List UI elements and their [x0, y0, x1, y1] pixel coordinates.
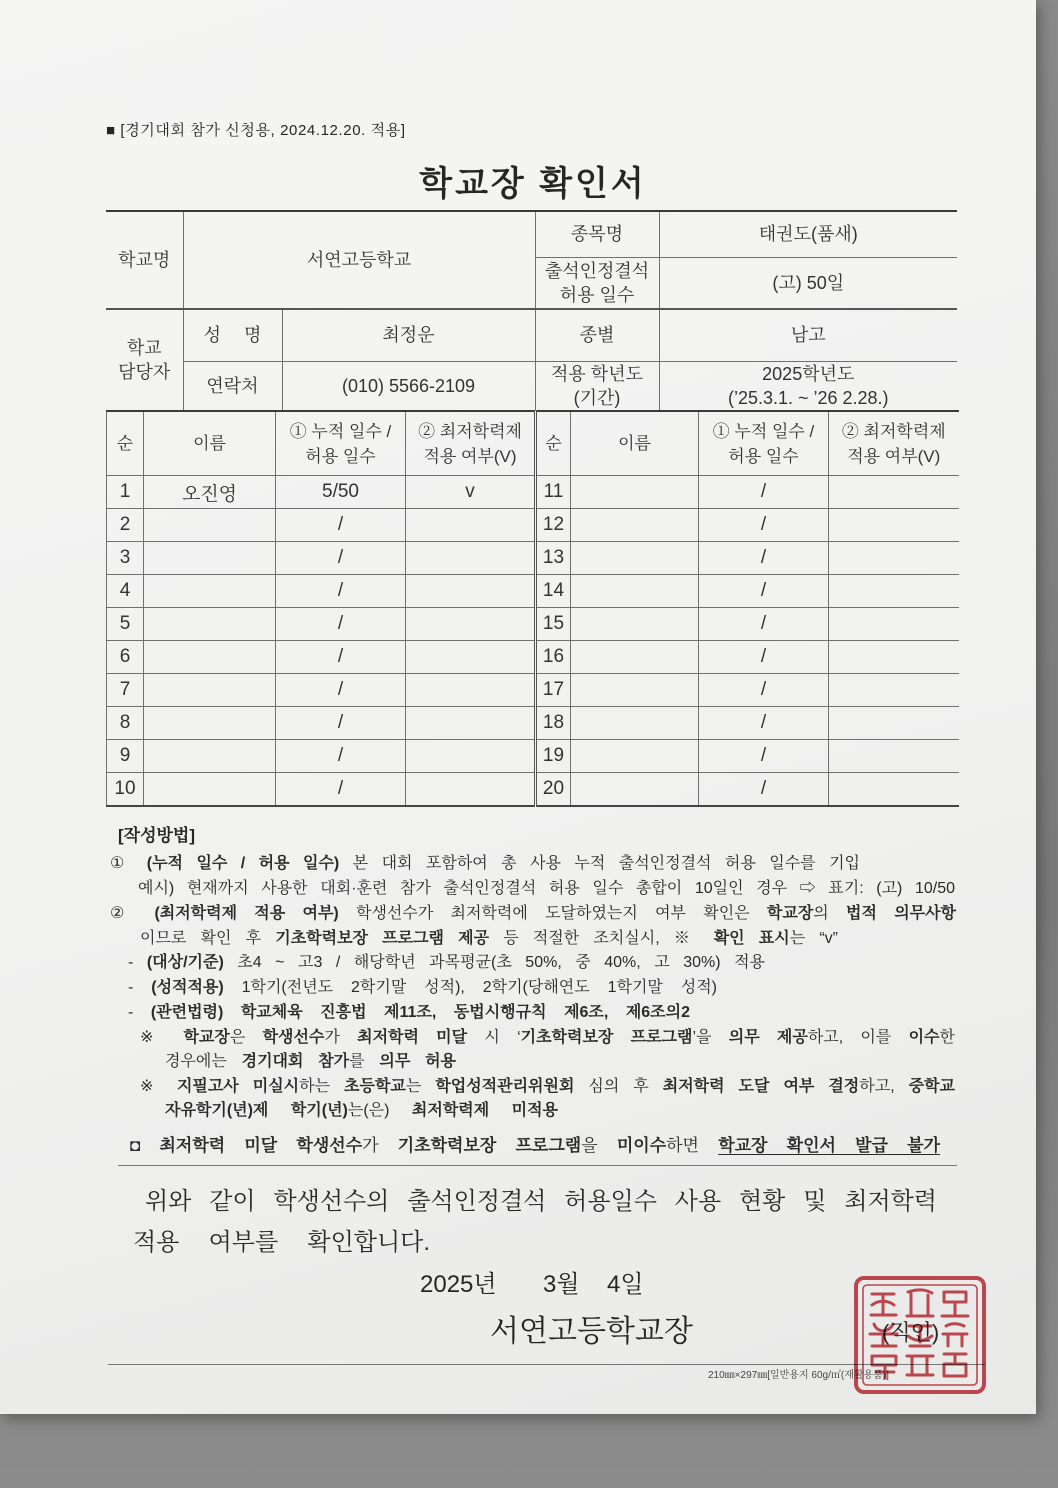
minimum-standard-check-cell: [406, 608, 536, 641]
school-manager-label: [106, 309, 183, 410]
student-name-cell: [571, 641, 699, 674]
row-number-cell: 16: [536, 641, 571, 674]
emphasized-text-segment: 중학교: [908, 1078, 955, 1095]
minimum-standard-check-cell: [406, 773, 536, 807]
row-number-cell: 17: [536, 674, 571, 707]
row-number-cell: 8: [107, 707, 144, 740]
minimum-standard-check-cell: [829, 509, 959, 542]
student-name-cell: 오진영: [144, 476, 276, 509]
row-number-cell: 4: [107, 575, 144, 608]
student-name-cell: [571, 542, 699, 575]
text-segment: 을: [581, 1136, 617, 1155]
date-year: 2025년: [420, 1271, 497, 1298]
text-segment: 는 “v”: [789, 930, 838, 947]
value-line: 2025학년도: [762, 363, 855, 384]
cumulative-days-cell: /: [276, 509, 406, 542]
text-segment: 가: [324, 1029, 358, 1046]
emphasized-text-segment: 이수: [908, 1029, 940, 1046]
emphasized-text-segment: 학생선수: [262, 1029, 325, 1046]
text-segment: 하고,: [859, 1078, 909, 1095]
instruction-line: [140, 928, 838, 950]
paper-spec-note: 210㎜×297㎜[일반용지 60g/㎡(재활용품)]: [708, 1370, 889, 1381]
row-number-cell: 1: [107, 476, 144, 509]
row-number-cell: 19: [536, 740, 571, 773]
row-number-cell: 6: [107, 641, 144, 674]
row-number-cell: 15: [536, 608, 571, 641]
allowed-absence-label: [535, 257, 659, 309]
text-segment: 한: [939, 1029, 955, 1046]
header-line: ① 누적 일수 /: [712, 421, 815, 441]
emphasized-text-segment: 지필고사 미실시: [176, 1078, 300, 1095]
manager-name-label: 성 명: [183, 309, 282, 361]
row-number-cell: 18: [536, 707, 571, 740]
cumulative-days-cell: /: [276, 674, 406, 707]
emphasized-text-segment: 최저학력제 미적용: [411, 1102, 559, 1119]
text-segment: 은: [229, 1029, 263, 1046]
minimum-standard-check-cell: [406, 641, 536, 674]
emphasized-text-segment: 경기대회 참가: [241, 1053, 350, 1070]
cumulative-days-cell: /: [699, 509, 829, 542]
minimum-standard-check-cell: [829, 707, 959, 740]
emphasized-text-segment: 최저학력 도달 여부 결정: [662, 1078, 860, 1095]
minimum-standard-check-cell: [406, 707, 536, 740]
student-name-cell: [144, 674, 276, 707]
minimum-standard-check-cell: [829, 773, 959, 807]
school-year-value: [659, 361, 957, 410]
emphasized-text-segment: (최저학력제 적용 여부): [154, 905, 339, 922]
emphasized-text-segment: 의무 허용: [379, 1053, 456, 1070]
row-number-cell: 14: [536, 575, 571, 608]
text-segment: 하고, 이를: [807, 1029, 909, 1046]
row-number-cell: 13: [536, 542, 571, 575]
column-header-name: 이름: [144, 411, 276, 476]
emphasized-text-segment: 초등학교: [344, 1078, 406, 1095]
minimum-standard-check-cell: [829, 476, 959, 509]
student-name-cell: [571, 773, 699, 807]
text-segment: ◘: [130, 1136, 160, 1155]
contact-label: 연락처: [183, 361, 282, 410]
instruction-line: [128, 1002, 690, 1024]
emphasized-text-segment: 기초학력보장 프로그램: [520, 1029, 693, 1046]
text-segment: -: [128, 979, 152, 996]
cumulative-days-cell: 5/50: [276, 476, 406, 509]
emphasized-text-segment: 학교장: [183, 1029, 230, 1046]
emphasized-text-segment: 의무 제공: [728, 1029, 808, 1046]
header-line: ② 최저학력제: [418, 421, 522, 441]
row-number-cell: 12: [536, 509, 571, 542]
emphasized-text-segment: 학교장 확인서 발급 불가: [718, 1136, 941, 1155]
principal-signature-name: 서연고등학교장: [490, 1315, 693, 1348]
emphasized-text-segment: 학업성적관리위원회: [435, 1078, 575, 1095]
row-number-cell: 11: [536, 476, 571, 509]
label-line: 허용 일수: [559, 284, 635, 305]
cumulative-days-cell: /: [699, 476, 829, 509]
instruction-line: [128, 977, 717, 999]
date-day: 4일: [607, 1271, 644, 1298]
allowed-absence-value: (고) 50일: [659, 257, 957, 309]
declaration-line: 위와 같이 학생선수의 출석인정결석 허용일수 사용 현황 및 최저학력: [145, 1188, 937, 1215]
header-line: 적용 여부(V): [423, 446, 517, 466]
header-line: 허용 일수: [728, 446, 799, 466]
cumulative-days-cell: /: [699, 707, 829, 740]
roster-row: [107, 608, 959, 641]
text-segment: 하면: [666, 1136, 719, 1155]
official-seal-stamp: [852, 1274, 988, 1396]
issuance-notice: [130, 1134, 940, 1158]
minimum-standard-check-cell: [406, 575, 536, 608]
instruction-line: [165, 1051, 456, 1073]
instruction-line: [110, 903, 956, 925]
minimum-standard-check-cell: [406, 674, 536, 707]
student-name-cell: [144, 740, 276, 773]
cumulative-days-cell: /: [699, 608, 829, 641]
manager-name-value: 최정운: [282, 309, 535, 361]
header-line: 적용 여부(V): [847, 446, 941, 466]
student-name-cell: [571, 707, 699, 740]
column-header-number: 순: [536, 411, 571, 476]
roster-row: [107, 575, 959, 608]
label-line: 출석인정결석: [544, 260, 650, 281]
cumulative-days-cell: /: [699, 773, 829, 807]
date-month: 3월: [543, 1271, 580, 1298]
sport-label: 종목명: [535, 211, 659, 257]
emphasized-text-segment: 확인 표시: [713, 930, 790, 947]
declaration-line: 적용 여부를 확인합니다.: [133, 1229, 430, 1256]
value-line: (’25.3.1. ~ ’26 2.28.): [727, 387, 889, 408]
text-segment: 이므로 확인 후: [140, 930, 276, 947]
emphasized-text-segment: (누적 일수 / 허용 일수): [146, 855, 340, 872]
emphasized-text-segment: 학교장: [766, 905, 814, 922]
text-segment: 가: [362, 1136, 398, 1155]
roster-row: [107, 476, 959, 509]
student-name-cell: [144, 773, 276, 807]
minimum-standard-check-cell: [829, 608, 959, 641]
roster-row: [107, 773, 959, 807]
student-name-cell: [144, 641, 276, 674]
cumulative-days-cell: /: [699, 740, 829, 773]
label-line: (기간): [573, 387, 621, 408]
school-info-table: [106, 210, 957, 411]
minimum-standard-check-cell: [829, 542, 959, 575]
row-number-cell: 5: [107, 608, 144, 641]
emphasized-text-segment: (대상/기준): [146, 954, 224, 971]
minimum-standard-check-cell: [829, 641, 959, 674]
minimum-standard-check-cell: [829, 740, 959, 773]
cumulative-days-cell: /: [276, 641, 406, 674]
roster-row: [107, 707, 959, 740]
cumulative-days-cell: /: [699, 674, 829, 707]
instruction-line: [128, 952, 765, 974]
text-segment: 등 적절한 조치실시, ※: [489, 930, 714, 947]
section-divider: [118, 1165, 957, 1166]
instructions-heading: [작성방법]: [118, 826, 196, 845]
cumulative-days-cell: /: [276, 575, 406, 608]
cumulative-days-cell: /: [699, 542, 829, 575]
student-name-cell: [144, 707, 276, 740]
label-line: 담당자: [118, 361, 171, 382]
minimum-standard-check-cell: [406, 740, 536, 773]
roster-row: [107, 542, 959, 575]
emphasized-text-segment: 기초학력보장 프로그램: [397, 1136, 582, 1155]
school-name-value: 서연고등학교: [183, 211, 535, 309]
label-line: 적용 학년도: [551, 363, 643, 384]
cumulative-days-cell: /: [699, 575, 829, 608]
instruction-line: [165, 1100, 558, 1122]
text-segment: 시 ‘: [467, 1029, 521, 1046]
emphasized-text-segment: 기초학력보장 프로그램 제공: [275, 930, 490, 947]
text-segment: 초4 ~ 고3 / 해당학년 과목평균(초 50%, 중 40%, 고 30%) 적용: [223, 954, 765, 971]
roster-row: [107, 509, 959, 542]
roster-header-row: [107, 411, 959, 476]
text-segment: 본 대회 포함하여 총 사용 누적 출석인정결석 허용 일수를 기입: [339, 855, 860, 872]
contact-value: (010) 5566-2109: [282, 361, 535, 410]
header-line: 허용 일수: [305, 446, 376, 466]
student-name-cell: [144, 575, 276, 608]
text-segment: 는: [405, 1078, 436, 1095]
instruction-line: [110, 853, 860, 875]
row-number-cell: 10: [107, 773, 144, 807]
document-title: 학교장 확인서: [419, 165, 647, 203]
student-name-cell: [571, 509, 699, 542]
column-header-cumulative-days: [699, 411, 829, 476]
school-year-label: [535, 361, 659, 410]
student-name-cell: [571, 740, 699, 773]
student-name-cell: [571, 674, 699, 707]
text-segment: 는(은): [347, 1102, 412, 1119]
emphasized-text-segment: 미이수: [616, 1136, 667, 1155]
text-segment: 의: [813, 905, 847, 922]
category-label: 종별: [535, 309, 659, 361]
text-segment: 를: [349, 1053, 380, 1070]
minimum-standard-check-cell: v: [406, 476, 536, 509]
row-number-cell: 20: [536, 773, 571, 807]
column-header-number: 순: [107, 411, 144, 476]
student-name-cell: [144, 608, 276, 641]
text-segment: ※: [140, 1078, 177, 1095]
cumulative-days-cell: /: [276, 740, 406, 773]
emphasized-text-segment: 최저학력 미달 학생선수: [159, 1136, 363, 1155]
student-name-cell: [571, 608, 699, 641]
header-line: ② 최저학력제: [841, 421, 946, 441]
category-value: 남고: [659, 309, 957, 361]
cumulative-days-cell: /: [276, 773, 406, 807]
text-segment: 학생선수가 최저학력에 도달하였는지 여부 확인은: [338, 905, 767, 922]
header-line: ① 누적 일수 /: [289, 421, 392, 441]
minimum-standard-check-cell: [406, 542, 536, 575]
column-header-minimum-standard: [406, 411, 536, 476]
text-segment: 1학기(전년도 2학기말 성적), 2학기(당해연도 1학기말 성적): [223, 979, 717, 996]
student-name-cell: [144, 509, 276, 542]
label-line: 학교: [126, 337, 162, 358]
column-header-minimum-standard: [829, 411, 959, 476]
sport-value: 태권도(품새): [659, 211, 957, 257]
emphasized-text-segment: (성적적용): [151, 979, 224, 996]
text-segment: ※: [140, 1029, 184, 1046]
column-header-name: 이름: [571, 411, 699, 476]
school-name-label: 학교명: [106, 211, 183, 309]
text-segment: 하는: [299, 1078, 345, 1095]
emphasized-text-segment: 자유학기(년)제 학기(년): [165, 1102, 348, 1119]
student-roster-table: [106, 410, 959, 807]
student-name-cell: [571, 575, 699, 608]
emphasized-text-segment: 법적 의무사항: [846, 905, 957, 922]
text-segment: 경우에는: [165, 1053, 242, 1070]
row-number-cell: 7: [107, 674, 144, 707]
roster-row: [107, 674, 959, 707]
text-segment: ’을: [692, 1029, 729, 1046]
row-number-cell: 2: [107, 509, 144, 542]
official-seal-label: (직인): [882, 1320, 940, 1345]
roster-row: [107, 740, 959, 773]
row-number-cell: 9: [107, 740, 144, 773]
text-segment: ②: [110, 905, 155, 922]
student-name-cell: [144, 542, 276, 575]
minimum-standard-check-cell: [829, 674, 959, 707]
emphasized-text-segment: 최저학력 미달: [357, 1029, 468, 1046]
roster-body: [107, 476, 959, 807]
cumulative-days-cell: /: [276, 707, 406, 740]
instruction-line: [140, 1027, 955, 1049]
form-usage-note: ■ [경기대회 참가 신청용, 2024.12.20. 적용]: [106, 122, 406, 139]
instruction-line: [138, 878, 955, 900]
student-name-cell: [571, 476, 699, 509]
cumulative-days-cell: /: [699, 641, 829, 674]
emphasized-text-segment: (관련법령) 학교체육 진흥법 제11조, 동법시행규칙 제6조, 제6조의2: [150, 1004, 690, 1021]
text-segment: 심의 후: [574, 1078, 663, 1095]
text-segment: 예시) 현재까지 사용한 대회·훈련 참가 출석인정결석 허용 일수 총합이 10일인 경우 ⇨ 표기: (고) 10/50: [138, 880, 955, 897]
instruction-line: [140, 1076, 955, 1098]
text-segment: -: [128, 1004, 151, 1021]
roster-row: [107, 641, 959, 674]
text-segment: ①: [110, 855, 147, 872]
text-segment: -: [128, 954, 147, 971]
column-header-cumulative-days: [276, 411, 406, 476]
row-number-cell: 3: [107, 542, 144, 575]
cumulative-days-cell: /: [276, 542, 406, 575]
minimum-standard-check-cell: [829, 575, 959, 608]
minimum-standard-check-cell: [406, 509, 536, 542]
cumulative-days-cell: /: [276, 608, 406, 641]
